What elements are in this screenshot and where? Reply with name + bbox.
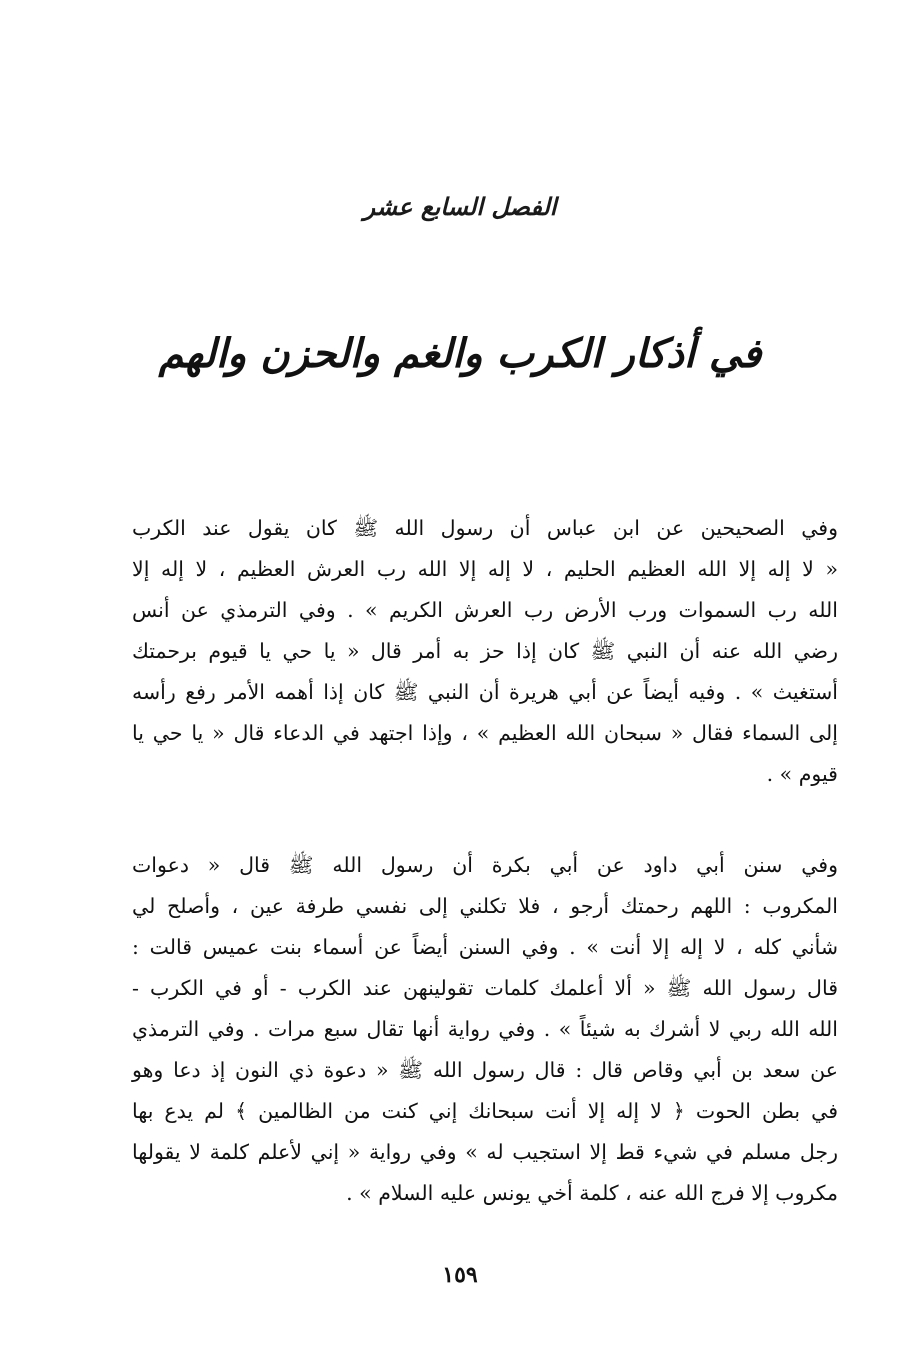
page-number: ١٥٩ bbox=[442, 1262, 478, 1288]
paragraph-line: وفي سنن أبي داود عن أبي بكرة أن رسول الله ﷺ قال « دعوات bbox=[132, 853, 838, 877]
paragraph-line: رجل مسلم في شيء قط إلا استجيب له » وفي رواية « إني لأعلم كلمة لا يقولها bbox=[132, 1140, 838, 1164]
paragraph-line: عن سعد بن أبي وقاص قال : قال رسول الله ﷺ « دعوة ذي النون إذ دعا وهو bbox=[132, 1058, 838, 1082]
chapter-label: الفصل السابع عشر bbox=[363, 192, 557, 221]
paragraph-line: في بطن الحوت ﴿ لا إله إلا أنت سبحانك إني كنت من الظالمين ﴾ لم يدع بها bbox=[132, 1099, 838, 1123]
paragraph-line: الله رب السموات ورب الأرض رب العرش الكريم » . وفي الترمذي عن أنس bbox=[132, 598, 838, 622]
paragraph-line: قيوم » . bbox=[766, 762, 838, 786]
paragraph-line: شأني كله ، لا إله إلا أنت » . وفي السنن أيضاً عن أسماء بنت عميس قالت : bbox=[132, 935, 838, 959]
paragraph-line: قال رسول الله ﷺ « ألا أعلمك كلمات تقولينهن عند الكرب - أو في الكرب - bbox=[132, 976, 838, 1000]
paragraph-line: إلى السماء فقال « سبحان الله العظيم » ، وإذا اجتهد في الدعاء قال « يا حي يا bbox=[132, 721, 838, 745]
paragraph-2 bbox=[132, 845, 838, 1214]
paragraph-line: الله الله ربي لا أشرك به شيئاً » . وفي رواية أنها تقال سبع مرات . وفي الترمذي bbox=[132, 1017, 838, 1041]
paragraph-line: « لا إله إلا الله العظيم الحليم ، لا إله إلا الله رب العرش العظيم ، لا إله إلا bbox=[132, 557, 838, 581]
paragraph-1 bbox=[132, 508, 838, 795]
paragraph-line: المكروب : اللهم رحمتك أرجو ، فلا تكلني إلى نفسي طرفة عين ، وأصلح لي bbox=[132, 894, 838, 918]
paragraph-line: أستغيث » . وفيه أيضاً عن أبي هريرة أن النبي ﷺ كان إذا أهمه الأمر رفع رأسه bbox=[132, 680, 838, 704]
chapter-title: في أذكار الكرب والغم والحزن والهم bbox=[158, 330, 762, 377]
paragraph-line: رضي الله عنه أن النبي ﷺ كان إذا حز به أمر قال « يا حي يا قيوم برحمتك bbox=[132, 639, 838, 663]
paragraph-line: مكروب إلا فرج الله عنه ، كلمة أخي يونس عليه السلام » . bbox=[346, 1181, 838, 1205]
paragraph-line: وفي الصحيحين عن ابن عباس أن رسول الله ﷺ كان يقول عند الكرب bbox=[132, 516, 838, 540]
